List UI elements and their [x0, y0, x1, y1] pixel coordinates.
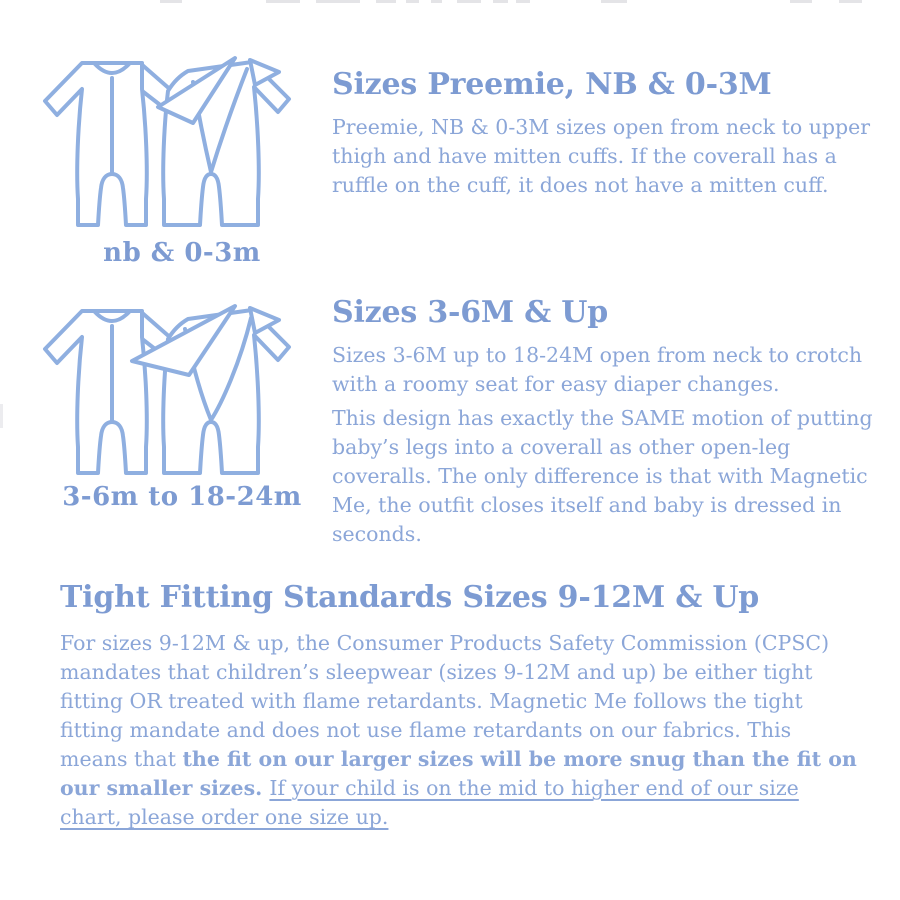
coveralls-nb-illustration [42, 55, 322, 237]
section-body-3-6m-2: This design has exactly the SAME motion of putting baby’s legs into a coverall as other open-leg coveralls. The only difference is that with Magnetic Me, the outfit closes itself and baby is dressed in seconds. [332, 406, 873, 546]
section-body-tight-fitting [60, 629, 860, 832]
section-heading-preemie: Sizes Preemie, NB & 0-3M [332, 67, 772, 102]
illustration-caption-3-6m: 3-6m to 18-24m [62, 482, 302, 512]
size-chart-link[interactable]: If your child is on the mid to higher end of our size chart, please order one size up. [60, 776, 799, 829]
tight-fitting-text-bold: the fit on our larger sizes will be more snug than the fit on our smaller sizes. [60, 747, 857, 800]
section-heading-tight-fitting: Tight Fitting Standards Sizes 9-12M & Up [60, 580, 760, 615]
section-heading-3-6m: Sizes 3-6M & Up [332, 295, 609, 330]
illustration-caption-nb: nb & 0-3m [103, 238, 261, 268]
section-body-preemie: Preemie, NB & 0-3M sizes open from neck to upper thigh and have mitten cuffs. If the coverall has a ruffle on the cuff, it does not have a mitten cuff. [332, 115, 871, 197]
coverall-open-icon [158, 58, 289, 225]
coverall-pair-3-6m-icon [42, 303, 322, 485]
coverall-pair-nb-icon [42, 55, 322, 237]
tight-fitting-text-regular: For sizes 9-12M & up, the Consumer Products Safety Commission (CPSC) mandates that children’s sleepwear (sizes 9-12M and up) be either tight fitting OR treated with flame retardants. Magnetic Me follows the tight fitting mandate and does not use flame retardants on our fabrics. This means that [60, 631, 830, 771]
section-body-3-6m-1: Sizes 3-6M up to 18-24M open from neck to crotch with a roomy seat for easy diaper changes. [332, 343, 863, 396]
coveralls-3-6m-illustration [42, 303, 322, 485]
cropped-edge-remnant [0, 404, 3, 428]
